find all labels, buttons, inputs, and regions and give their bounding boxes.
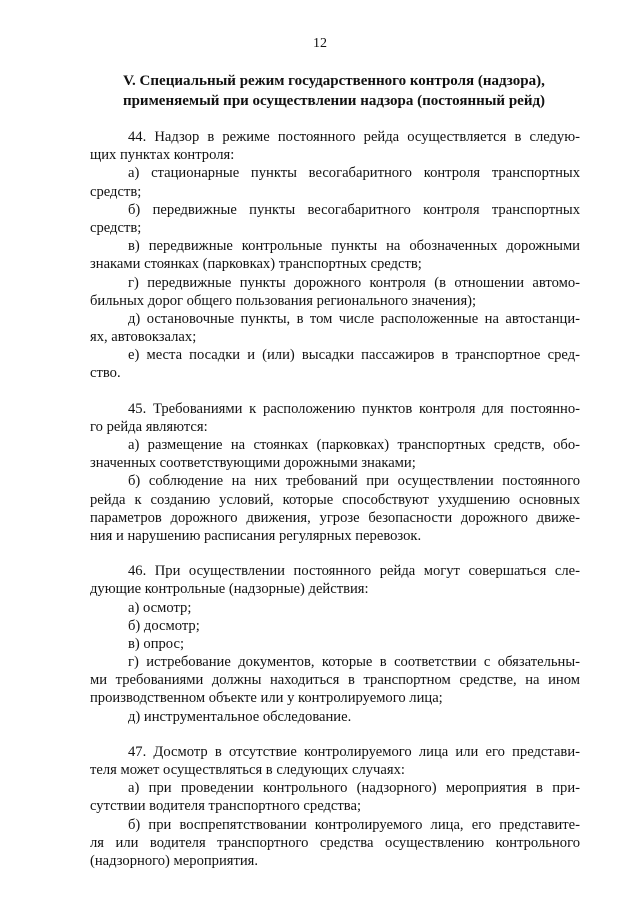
clause-block bbox=[90, 128, 580, 383]
text-line: б) при воспрепятствовании контролируемого лица, его представите- bbox=[128, 816, 580, 833]
section-title-line-2: применяемый при осуществлении надзора (постоянный рейд) bbox=[122, 93, 546, 109]
text-line: е) места посадки и (или) высадки пассажиров в транспортное сред- bbox=[128, 347, 580, 364]
text-line: бильных дорог общего пользования регионального значения); bbox=[90, 292, 477, 309]
text-line: параметров дорожного движения, угрозе безопасности дорожного движе- bbox=[90, 509, 580, 526]
text-line: ях, автовокзалах; bbox=[90, 329, 197, 346]
text-line: средств; bbox=[90, 183, 142, 200]
text-line: производственном объекте или у контролируемого лица; bbox=[90, 690, 443, 707]
text-line: 45. Требованиями к расположению пунктов контроля для постоянно- bbox=[128, 400, 580, 417]
text-line: значенных соответствующими дорожными знаками; bbox=[90, 455, 416, 472]
text-line: г) передвижные пункты дорожного контроля (в отношении автомо- bbox=[128, 274, 580, 291]
text-line: а) стационарные пункты весогабаритного контроля транспортных bbox=[128, 165, 580, 182]
text-line: ми требованиями должны находиться в транспортном средстве, на ином bbox=[90, 672, 580, 689]
text-line: го рейда являются: bbox=[90, 418, 208, 435]
clause-block bbox=[90, 400, 580, 546]
text-line: б) передвижные пункты весогабаритного контроля транспортных bbox=[128, 201, 580, 218]
section-title-line-1: V. Специальный режим государственного контроля (надзора), bbox=[123, 73, 545, 89]
text-line: а) размещение на стоянках (парковках) транспортных средств, обо- bbox=[128, 437, 580, 453]
text-line: ния и нарушению расписания регулярных перевозок. bbox=[90, 527, 422, 544]
text-line: в) передвижные контрольные пункты на обозначенных дорожными bbox=[128, 238, 580, 255]
clause-block bbox=[90, 562, 580, 726]
text-line: ство. bbox=[90, 365, 121, 382]
text-line: теля может осуществляться в следующих случаях: bbox=[90, 762, 405, 778]
text-line: г) истребование документов, которые в соответствии с обязательны- bbox=[128, 654, 580, 671]
text-line: дующие контрольные (надзорные) действия: bbox=[90, 581, 369, 598]
text-line: 46. При осуществлении постоянного рейда могут совершаться сле- bbox=[128, 563, 580, 580]
document-body bbox=[90, 128, 580, 870]
text-line: (надзорного) мероприятия. bbox=[90, 852, 259, 869]
clause-block bbox=[90, 743, 580, 870]
text-line: щих пунктах контроля: bbox=[90, 147, 235, 164]
text-line: сутствии водителя транспортного средства; bbox=[90, 798, 362, 815]
text-line: д) остановочные пункты, в том числе расположенные на автостанци- bbox=[128, 310, 580, 327]
text-line: б) досмотр; bbox=[128, 617, 200, 634]
section-title bbox=[88, 71, 580, 111]
text-line: 47. Досмотр в отсутствие контролируемого лица или его представи- bbox=[128, 743, 580, 760]
text-line: ля или водителя транспортного средства осуществлению контрольного bbox=[90, 834, 580, 851]
text-line: д) инструментальное обследование. bbox=[128, 708, 352, 725]
text-line: знаками стоянках (парковках) транспортных средств; bbox=[90, 256, 422, 273]
text-line: средств; bbox=[90, 219, 142, 236]
text-line: в) опрос; bbox=[128, 635, 184, 652]
text-line: а) осмотр; bbox=[128, 599, 192, 616]
text-line: 44. Надзор в режиме постоянного рейда осуществляется в следую- bbox=[128, 129, 580, 145]
text-line: б) соблюдение на них требований при осуществлении постоянного bbox=[128, 473, 580, 490]
page-number: 12 bbox=[313, 36, 327, 51]
text-line: рейда к созданию условий, которые способствуют ухудшению основных bbox=[90, 491, 580, 508]
text-line: а) при проведении контрольного (надзорного) мероприятия в при- bbox=[128, 780, 580, 797]
